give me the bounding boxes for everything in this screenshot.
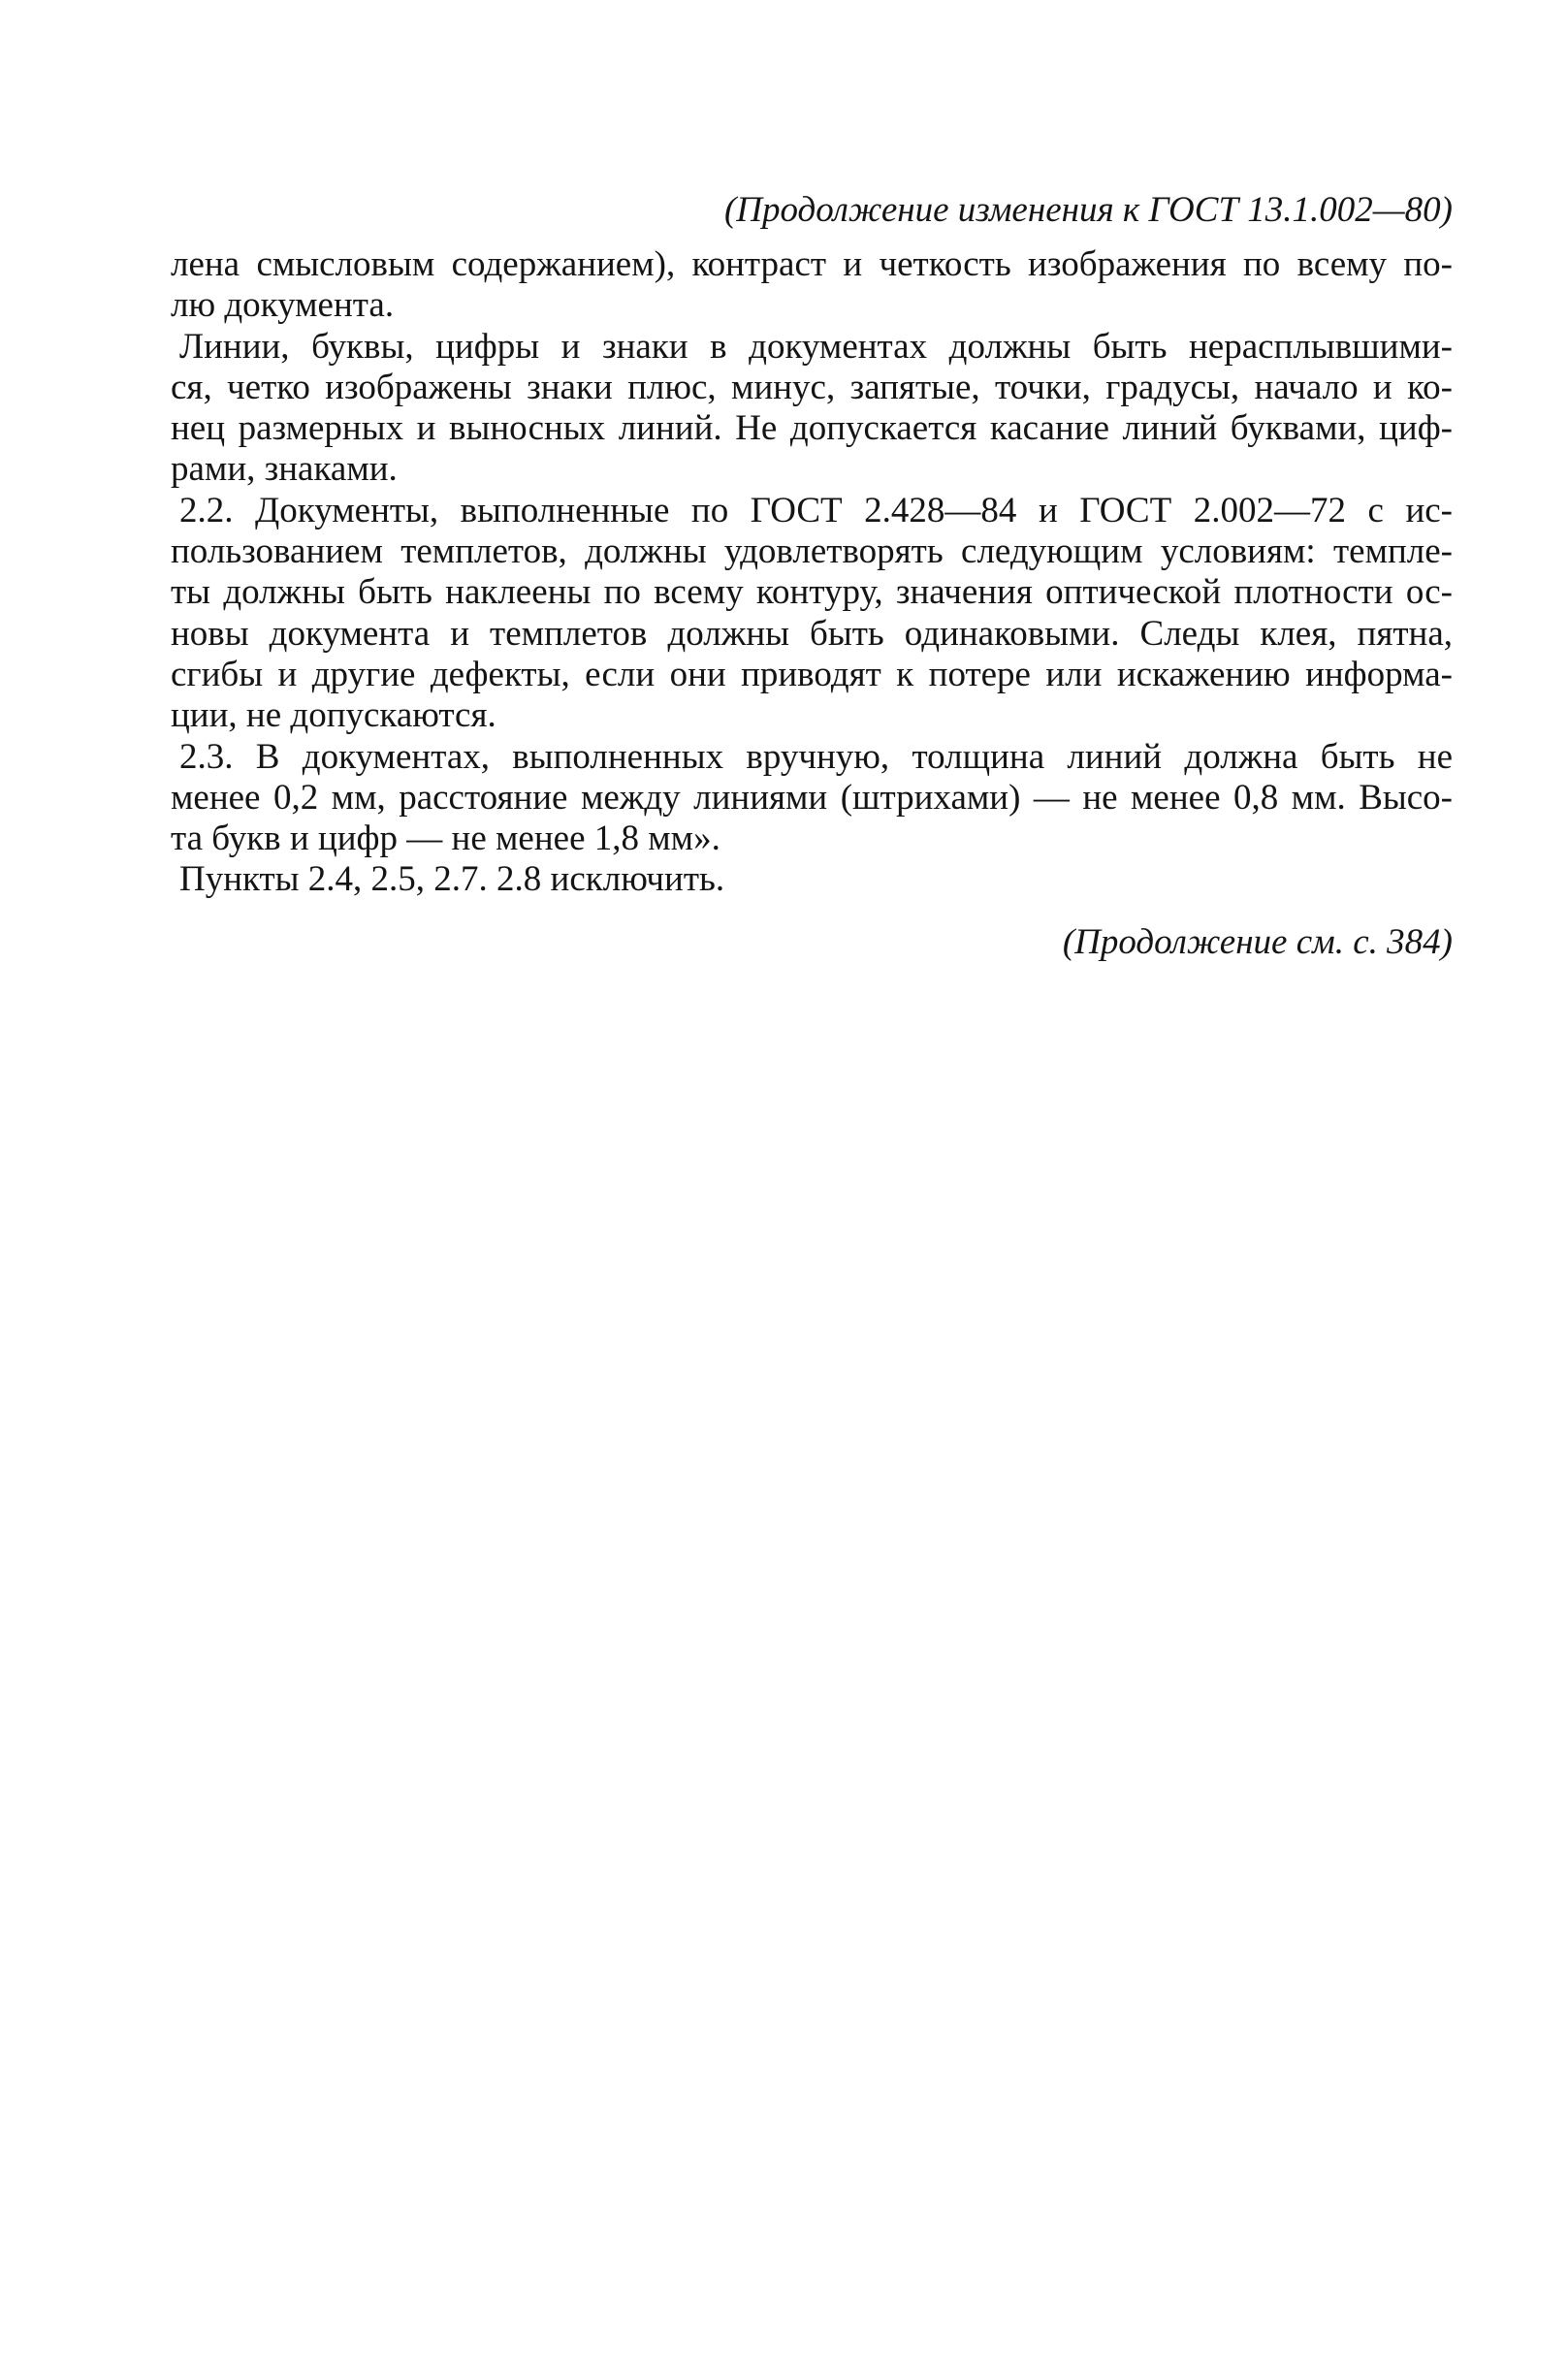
text-line: новы документа и темплетов должны быть одинаковыми. Следы клея, пятна, [171, 613, 1453, 654]
text-line: та букв и цифр — не менее 1,8 мм». [171, 819, 720, 859]
text-line: ции, не допускаются. [171, 695, 496, 736]
text-line: рами, знаками. [171, 449, 398, 490]
continuation-footer: (Продолжение см. с. 384) [1062, 921, 1453, 962]
document-body [171, 190, 1453, 963]
text-line: 2.3. В документах, выполненных вручную, толщина линий должна быть не [179, 736, 1453, 777]
text-line: сгибы и другие дефекты, если они приводят к потере или искажению информа- [171, 654, 1453, 694]
text-line: ты должны быть наклеены по всему контуру, значения оптической плотности ос- [171, 572, 1453, 613]
text-line: Линии, буквы, цифры и знаки в документах должны быть нерасплывшими- [179, 326, 1453, 367]
text-line: пользованием темплетов, должны удовлетворять следующим условиям: темпле- [171, 531, 1453, 572]
text-line: лена смысловым содержанием), контраст и четкость изображения по всему по- [171, 244, 1453, 284]
body-text [171, 244, 1453, 901]
text-line: ся, четко изображены знаки плюс, минус, запятые, точки, градусы, начало и ко- [171, 367, 1453, 407]
text-line: 2.2. Документы, выполненные по ГОСТ 2.428—84 и ГОСТ 2.002—72 с ис- [179, 490, 1453, 530]
text-line: Пункты 2.4, 2.5, 2.7. 2.8 исключить. [179, 859, 725, 900]
text-line: лю документа. [171, 285, 395, 326]
continuation-header: (Продолжение изменения к ГОСТ 13.1.002—80) [723, 190, 1453, 230]
text-line: нец размерных и выносных линий. Не допускается касание линий буквами, циф- [171, 408, 1453, 449]
text-line: менее 0,2 мм, расстояние между линиями (штрихами) — не менее 0,8 мм. Высо- [171, 777, 1453, 818]
